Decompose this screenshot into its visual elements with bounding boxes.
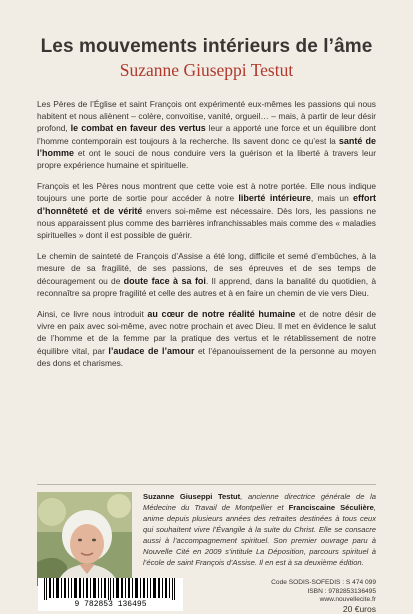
highlight-sante: santé de l’homme — [37, 135, 376, 158]
highlight-effort: effort d’honnêteté et de vérité — [37, 193, 376, 216]
author-photo — [37, 492, 132, 586]
highlight-liberte: liberté intérieure — [238, 193, 311, 204]
barcode-number: 9 782853 136495 — [74, 600, 147, 609]
barcode — [38, 578, 183, 611]
back-cover-text — [37, 98, 376, 378]
website: www.nouvellecite.fr — [319, 596, 376, 604]
author-bio: Suzanne Giuseppi Testut, ancienne directrice générale de la Médecine du Travail de Montpellier et Franciscaine Séculière, anime depuis plusieurs années des retraites destinées à tous ceux qui souhaitent vivre l’Évangile à la suite du Christ. Elle se consacre aussi à l’accompagnement spirituel. Son premier ouvrage paru à Nouvelle Cité en 2009 s’intitule La Déposition, parcours spirituel à l’école de saint François d’Assise. Il en est à sa deuxième édition. — [143, 492, 377, 567]
sodis-code: Code SODIS-SOFEDIS : S 474 099 — [271, 579, 376, 586]
highlight-coeur: au cœur de notre réalité humaine — [147, 309, 296, 320]
barcode-bars — [38, 578, 183, 600]
bio-franciscaine: Franciscaine Séculière — [288, 503, 374, 512]
divider — [37, 484, 376, 485]
bio-author-name: Suzanne Giuseppi Testut — [143, 492, 241, 501]
book-title: Les mouvements intérieurs de l’âme — [40, 36, 373, 57]
publisher-info — [236, 579, 376, 613]
paragraph-2: François et les Pères nous montrent que cette voie est à notre portée. Elle nous indique toujours une porte de sortie pour accéder à notre liberté intérieure, mais un effort d’honnêteté et de vérité envers soi-même est nécessaire. Dès lors, les passions ne nous apparaissent plus comme des barrières infranchissables mais comme des « maladies spirituelles » dont il est possible de guérir. — [37, 181, 376, 241]
highlight-combat: le combat en faveur des vertus — [70, 123, 206, 134]
author-name: Suzanne Giuseppi Testut — [119, 60, 294, 80]
highlight-doute: doute face à sa foi — [123, 275, 206, 286]
paragraph-3: Le chemin de sainteté de François d’Assise a été long, difficile et semé d’embûches, à la mesure de sa fragilité, de ses passions, de ses épreuves et de ses temps de découragement ou de doute face à sa foi. Il apprend, dans la banalité du quotidien, à reconnaître sa propre fragilité et celle des autres et à en faire un chemin de vie vers Dieu. — [37, 251, 376, 298]
price: 20 €uros — [342, 603, 376, 614]
paragraph-4: Ainsi, ce livre nous introduit au cœur de notre réalité humaine et de notre désir de vivre en paix avec soi-même, avec notre prochain et avec Dieu. Il met en évidence le salut de l’homme et de la femme par la pratique des vertus et le rétablissement de notre équilibre vital, par l’audace de l’amour et l’épanouissement de la personne au moyen des dons et charismes. — [37, 309, 376, 368]
isbn: ISBN : 9782853136495 — [307, 587, 376, 595]
paragraph-1: Les Pères de l’Église et saint François ont expérimenté eux-mêmes les passions qui nous habitent et nous aliènent – colère, convoitise, vanité, orgueil… – mais, à partir de leur désir profond, le combat en faveur des vertus leur a apporté une force et un équilibre dont l’homme contemporain est toujours à la recherche. Ils savent donc ce qu’est la santé de l’homme et ont le souci de nous conduire vers la guérison et la liberté à travers leur propre expérience humaine et spirituelle. — [37, 99, 376, 171]
highlight-audace: l’audace de l’amour — [108, 345, 195, 356]
